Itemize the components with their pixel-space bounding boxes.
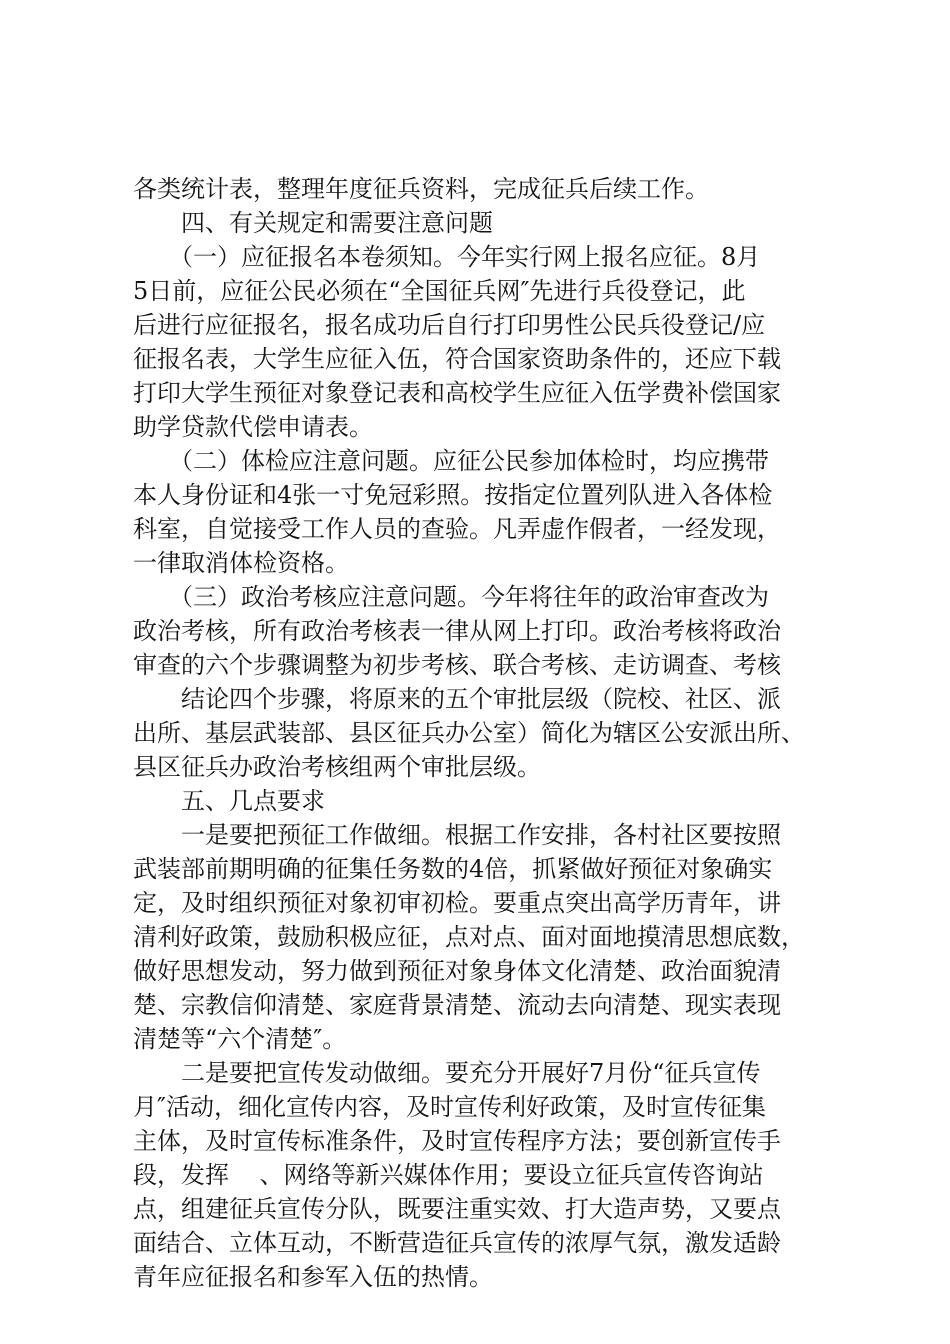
section-heading: 四、有关规定和需要注意问题 bbox=[181, 209, 493, 237]
text-line: 清楚等“六个清楚″。 bbox=[133, 1025, 347, 1053]
text-line: 一是要把预征工作做细。根据工作安排，各村社区要按照 bbox=[181, 821, 781, 849]
text-line: 出所、基层武装部、县区征兵办公室）简化为辖区公安派出所、 bbox=[133, 719, 805, 747]
text-line: （一）应征报名本卷须知。今年实行网上报名应征。8月 bbox=[169, 243, 761, 271]
text-line: 5日前，应征公民必须在“全国征兵网″先进行兵役登记，此 bbox=[133, 277, 746, 305]
text-line: 青年应征报名和参军入伍的热情。 bbox=[133, 1263, 493, 1291]
text-line: 主体，及时宣传标准条件，及时宣传程序方法；要创新宣传手 bbox=[133, 1127, 781, 1155]
text-line: （三）政治考核应注意问题。今年将往年的政治审查改为 bbox=[169, 583, 769, 611]
text-line: 一律取消体检资格。 bbox=[133, 549, 349, 577]
text-line: 审查的六个步骤调整为初步考核、联合考核、走访调查、考核 bbox=[133, 651, 781, 679]
text-line: 二是要把宣传发动做细。要充分开展好7月份“征兵宣传 bbox=[181, 1059, 761, 1087]
text-line: 武装部前期明确的征集任务数的4倍，抓紧做好预征对象确实 bbox=[133, 855, 773, 883]
text-line: 各类统计表，整理年度征兵资料，完成征兵后续工作。 bbox=[133, 175, 709, 203]
text-line: 后进行应征报名，报名成功后自行打印男性公民兵役登记/应 bbox=[133, 311, 766, 339]
text-line: （二）体检应注意问题。应征公民参加体检时，均应携带 bbox=[169, 447, 769, 475]
text-line: 点，组建征兵宣传分队，既要注重实效、打大造声势，又要点 bbox=[133, 1195, 781, 1223]
text-line: 县区征兵办政治考核组两个审批层级。 bbox=[133, 753, 541, 781]
text-line: 楚、宗教信仰清楚、家庭背景清楚、流动去向清楚、现实表现 bbox=[133, 991, 781, 1019]
text-line: 结论四个步骤，将原来的五个审批层级（院校、社区、派 bbox=[181, 685, 781, 713]
text-line: 段，发挥 、网络等新兴媒体作用；要设立征兵宣传咨询站 bbox=[133, 1161, 764, 1189]
text-line: 助学贷款代偿申请表。 bbox=[133, 413, 373, 441]
text-line: 本人身份证和4张一寸免冠彩照。按指定位置列队进入各体检 bbox=[133, 481, 773, 509]
text-line: 月″活动，细化宣传内容，及时宣传利好政策，及时宣传征集 bbox=[133, 1093, 766, 1121]
text-line: 做好思想发动，努力做到预征对象身体文化清楚、政治面貌清 bbox=[133, 957, 781, 985]
text-line: 科室，自觉接受工作人员的查验。凡弄虚作假者，一经发现， bbox=[133, 515, 781, 543]
text-line: 面结合、立体互动，不断营造征兵宣传的浓厚气氛，激发适龄 bbox=[133, 1229, 781, 1257]
text-line: 清利好政策，鼓励积极应征，点对点、面对面地摸清思想底数， bbox=[133, 923, 805, 951]
section-heading: 五、几点要求 bbox=[181, 787, 325, 815]
text-line: 政治考核，所有政治考核表一律从网上打印。政治考核将政治 bbox=[133, 617, 781, 645]
text-line: 打印大学生预征对象登记表和高校学生应征入伍学费补偿国家 bbox=[133, 379, 781, 407]
text-line: 征报名表，大学生应征入伍，符合国家资助条件的，还应下载 bbox=[133, 345, 781, 373]
text-line: 定，及时组织预征对象初审初检。要重点突出高学历青年，讲 bbox=[133, 889, 781, 917]
